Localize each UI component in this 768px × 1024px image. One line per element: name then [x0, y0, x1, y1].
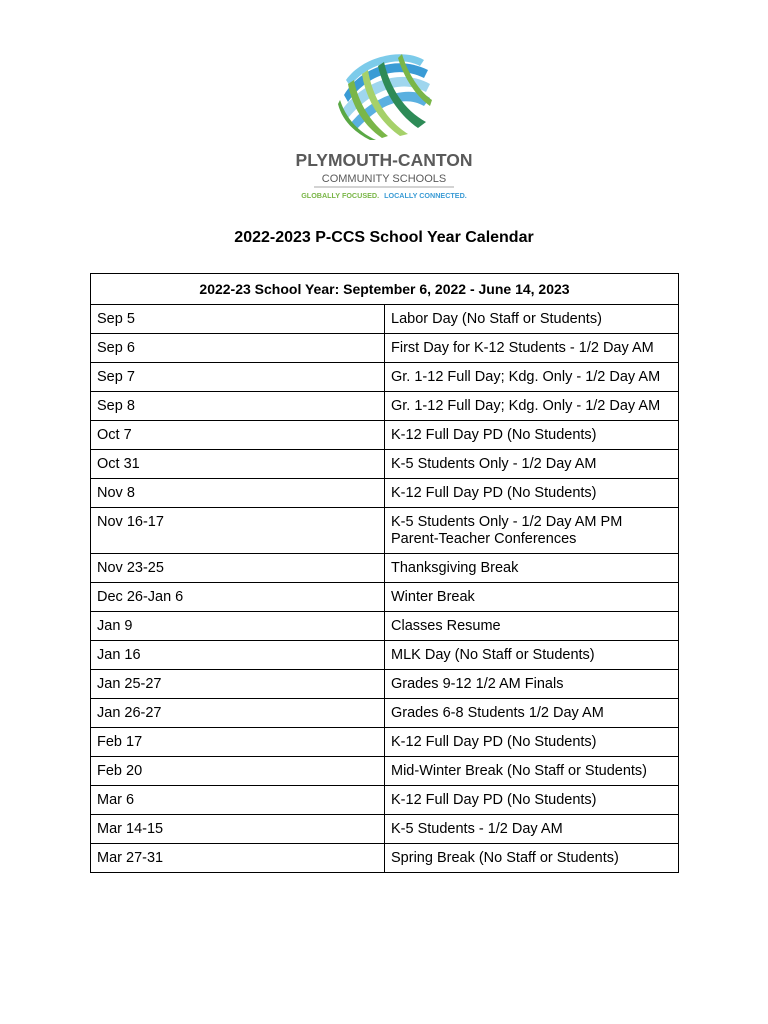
event-date: Nov 8	[91, 479, 385, 508]
event-date: Feb 20	[91, 757, 385, 786]
event-description: Labor Day (No Staff or Students)	[385, 305, 679, 334]
document-title: 2022-2023 P-CCS School Year Calendar	[234, 229, 534, 246]
event-date: Nov 23-25	[91, 554, 385, 583]
table-row	[91, 421, 679, 450]
globe-icon	[338, 46, 432, 140]
table-row	[91, 334, 679, 363]
logo-tagline	[301, 191, 467, 200]
event-date: Oct 7	[91, 421, 385, 450]
event-description: Spring Break (No Staff or Students)	[385, 844, 679, 873]
table-row	[91, 612, 679, 641]
logo-name-line2: COMMUNITY SCHOOLS	[321, 173, 447, 185]
event-description: K-12 Full Day PD (No Students)	[385, 786, 679, 815]
event-date: Jan 16	[91, 641, 385, 670]
event-date: Mar 27-31	[91, 844, 385, 873]
event-description: Winter Break	[385, 583, 679, 612]
table-row	[91, 757, 679, 786]
event-description: Grades 9-12 1/2 AM Finals	[385, 670, 679, 699]
event-date: Mar 14-15	[91, 815, 385, 844]
table-row	[91, 786, 679, 815]
event-description: Gr. 1-12 Full Day; Kdg. Only - 1/2 Day AM	[385, 392, 679, 421]
table-row	[91, 815, 679, 844]
table-row	[91, 392, 679, 421]
event-description: K-5 Students Only - 1/2 Day AM PM Parent-Teacher Conferences	[385, 508, 679, 554]
event-date: Sep 7	[91, 363, 385, 392]
calendar-table	[90, 273, 679, 873]
table-row	[91, 363, 679, 392]
event-date: Jan 25-27	[91, 670, 385, 699]
event-description: Grades 6-8 Students 1/2 Day AM	[385, 699, 679, 728]
table-row	[91, 450, 679, 479]
event-date: Oct 31	[91, 450, 385, 479]
event-description: Thanksgiving Break	[385, 554, 679, 583]
table-row	[91, 508, 679, 554]
logo-tagline-part2: LOCALLY CONNECTED.	[384, 191, 467, 200]
table-row	[91, 728, 679, 757]
event-description: Classes Resume	[385, 612, 679, 641]
table-row	[91, 844, 679, 873]
table-row	[91, 641, 679, 670]
table-row	[91, 305, 679, 334]
event-description: Mid-Winter Break (No Staff or Students)	[385, 757, 679, 786]
event-date: Sep 8	[91, 392, 385, 421]
event-description: K-12 Full Day PD (No Students)	[385, 479, 679, 508]
table-row	[91, 554, 679, 583]
event-date: Mar 6	[91, 786, 385, 815]
table-row	[91, 699, 679, 728]
event-date: Nov 16-17	[91, 508, 385, 554]
event-date: Feb 17	[91, 728, 385, 757]
logo-tagline-part1: GLOBALLY FOCUSED.	[301, 191, 380, 200]
event-date: Sep 6	[91, 334, 385, 363]
event-description: K-5 Students Only - 1/2 Day AM	[385, 450, 679, 479]
logo-graphic	[284, 40, 484, 205]
event-description: First Day for K-12 Students - 1/2 Day AM	[385, 334, 679, 363]
event-description: MLK Day (No Staff or Students)	[385, 641, 679, 670]
event-description: K-12 Full Day PD (No Students)	[385, 421, 679, 450]
event-description: Gr. 1-12 Full Day; Kdg. Only - 1/2 Day AM	[385, 363, 679, 392]
event-date: Jan 26-27	[91, 699, 385, 728]
logo-name-line1: PLYMOUTH-CANTON	[295, 150, 473, 170]
event-date: Jan 9	[91, 612, 385, 641]
table-row	[91, 670, 679, 699]
calendar-rows	[91, 305, 679, 873]
event-date: Sep 5	[91, 305, 385, 334]
event-date: Dec 26-Jan 6	[91, 583, 385, 612]
school-logo	[0, 40, 768, 205]
table-row	[91, 583, 679, 612]
event-description: K-5 Students - 1/2 Day AM	[385, 815, 679, 844]
table-row	[91, 479, 679, 508]
event-description: K-12 Full Day PD (No Students)	[385, 728, 679, 757]
table-header-row	[91, 274, 679, 305]
school-year-header: 2022-23 School Year: September 6, 2022 - June 14, 2023	[91, 274, 679, 305]
